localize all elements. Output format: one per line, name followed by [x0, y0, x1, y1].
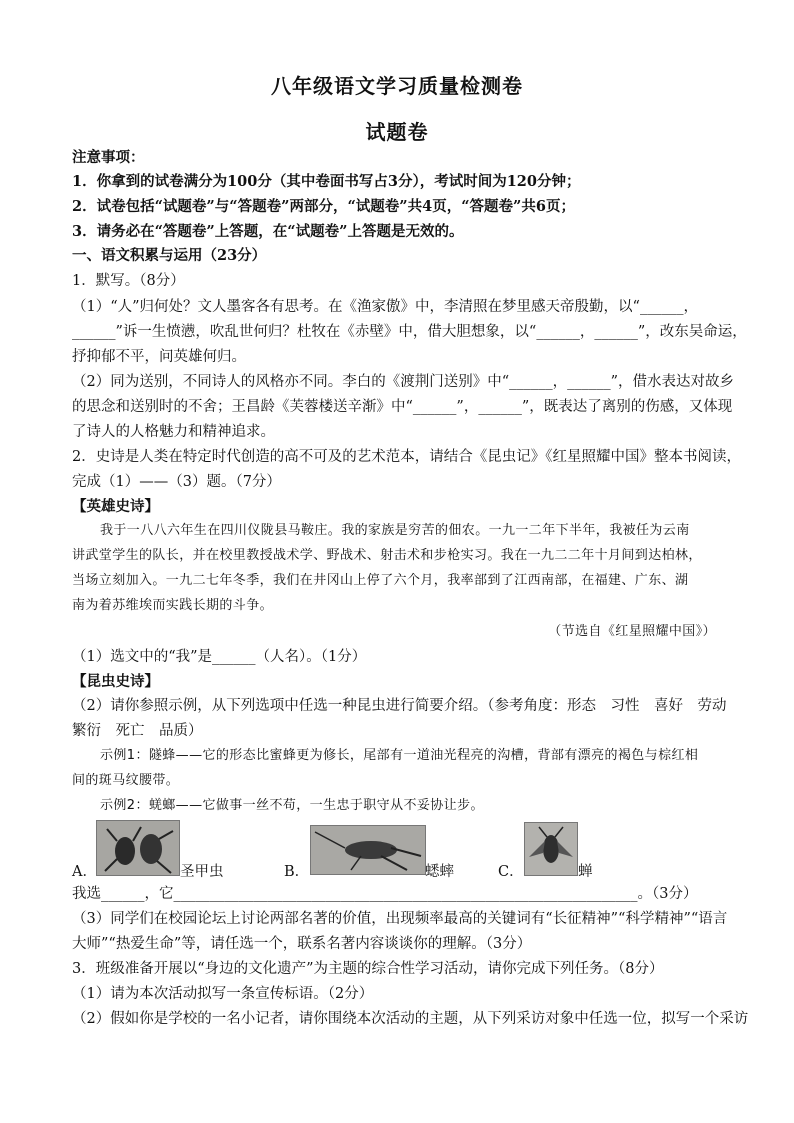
question-1-1-line: 抒抑郁不平，问英雄何归。	[72, 349, 246, 365]
hero-passage-line: 南为着苏维埃而实践长期的斗争。	[72, 598, 274, 613]
cricket-image	[310, 825, 426, 875]
question-3-1: （1）请为本次活动拟写一条宣传标语。（2分）	[72, 986, 374, 1002]
example-2: 示例2：蜣螂——它做事一丝不苟，一生忠于职守从不妥协让步。	[100, 798, 484, 813]
question-2-2-line: 繁衍 死亡 品质）	[72, 723, 203, 739]
option-c-name: 蝉	[578, 864, 593, 880]
hero-passage-line: 当场立刻加入。一九二七年冬季，我们在井冈山上停了六个月，我率部到了江西南部，在福建、广东、湖	[72, 573, 689, 588]
insect-epic-label: 【昆虫史诗】	[72, 673, 159, 690]
question-2-1: （1）选文中的“我”是______（人名）。（1分）	[72, 649, 367, 665]
question-3-head: 3．班级准备开展以“身边的文化遗产”为主题的综合性学习活动，请你完成下列任务。（8分）	[72, 961, 664, 977]
example-1-line: 间的斑马纹腰带。	[72, 773, 180, 788]
question-2-head: 完成（1）——（3）题。（7分）	[72, 474, 281, 490]
note-item: 2．试卷包括“试题卷”与“答题卷”两部分，“试题卷”共4页，“答题卷”共6页；	[72, 198, 575, 215]
note-item: 1．你拿到的试卷满分为100分（其中卷面书写占3分），考试时间为120分钟；	[72, 173, 581, 190]
option-b-name: 蟋蟀	[425, 864, 454, 880]
question-1-1-line: ______”诉一生愤懑，吹乱世何归？杜牧在《赤壁》中，借大胆想象，以“______，______”，改东吴命运，	[72, 324, 747, 340]
option-a-name: 圣甲虫	[180, 864, 224, 880]
scarab-beetle-image	[96, 820, 180, 876]
question-1-1-line: （1）“人”归何处？文人墨客各有思考。在《渔家傲》中，李清照在梦里感天帝殷勤，以“______，	[72, 299, 698, 315]
question-2-3-line: 大师”“热爱生命”等，请任选一个，联系名著内容谈谈你的理解。（3分）	[72, 936, 532, 952]
cicada-image	[524, 822, 578, 876]
choose-answer-line: 我选______，它________________________________________________________________。（3分）	[72, 886, 698, 902]
question-1-2-line: （2）同为送别，不同诗人的风格亦不同。李白的《渡荆门送别》中“______，______”，借水表达对故乡	[72, 374, 735, 390]
question-2-3-line: （3）同学们在校园论坛上讨论两部名著的价值，出现频率最高的关键词有“长征精神”“科学精神”“语言	[72, 911, 728, 927]
section-heading: 一、语文积累与运用（23分）	[72, 247, 267, 264]
question-2-2-line: （2）请你参照示例，从下列选项中任选一种昆虫进行简要介绍。（参考角度：形态 习性 喜好 劳动	[72, 698, 727, 714]
exam-subtitle: 试题卷	[365, 120, 429, 144]
question-1-head: 1．默写。（8分）	[72, 273, 185, 289]
notes-heading: 注意事项：	[72, 149, 145, 166]
hero-passage-line: 我于一八八六年生在四川仪陇县马鞍庄。我的家族是穷苦的佃农。一九一二年下半年，我被任为云南	[100, 523, 690, 538]
example-1-line: 示例1：隧蜂——它的形态比蜜蜂更为修长，尾部有一道油光程亮的沟槽，背部有漂亮的褐色与棕红相	[100, 748, 699, 763]
question-3-2: （2）假如你是学校的一名小记者，请你围绕本次活动的主题，从下列采访对象中任选一位，拟写一个采访	[72, 1011, 749, 1027]
option-b-letter: B．	[284, 864, 310, 880]
hero-epic-label: 【英雄史诗】	[72, 498, 159, 515]
note-item: 3．请务必在“答题卷”上答题，在“试题卷”上答题是无效的。	[72, 223, 464, 240]
exam-title: 八年级语文学习质量检测卷	[271, 74, 523, 98]
question-2-head: 2．史诗是人类在特定时代创造的高不可及的艺术范本，请结合《昆虫记》《红星照耀中国》整本书阅读，	[72, 449, 741, 465]
question-1-2-line: 了诗人的人格魅力和精神追求。	[72, 424, 275, 440]
hero-passage-line: 讲武堂学生的队长，并在校里教授战术学、野战术、射击术和步枪实习。我在一九二二年十月间到达柏林，	[72, 548, 702, 563]
hero-source: （节选自《红星照耀中国》）	[548, 624, 716, 639]
option-c-letter: C．	[498, 864, 524, 880]
question-1-2-line: 的思念和送别时的不舍；王昌龄《芙蓉楼送辛渐》中“______”，______”，既表达了离别的伤感，又体现	[72, 399, 733, 415]
option-a-letter: A．	[72, 864, 97, 880]
